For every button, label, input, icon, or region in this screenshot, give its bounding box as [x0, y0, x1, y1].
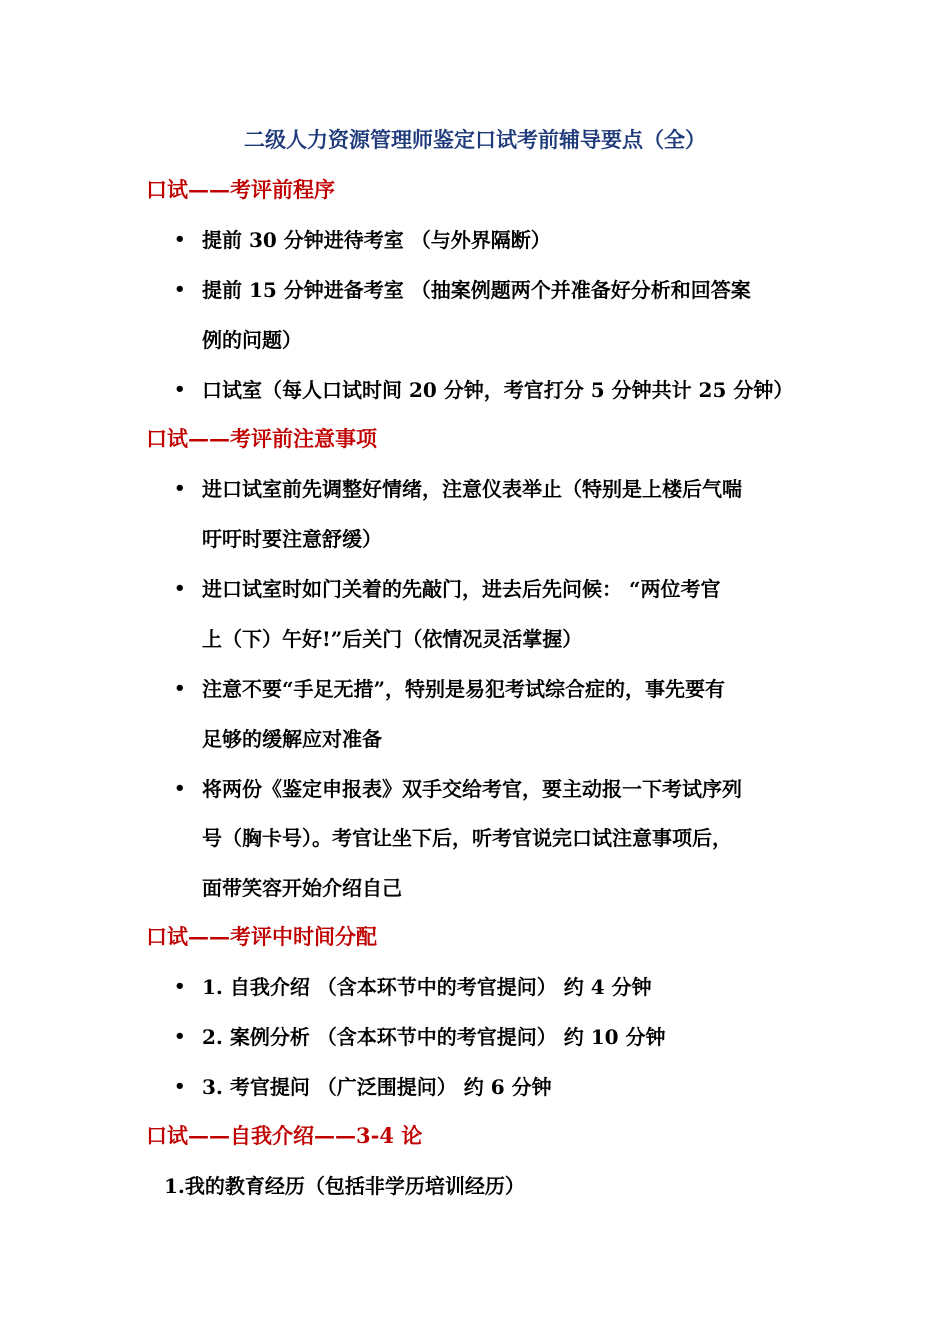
section-heading-precautions: 口试——考评前注意事项 — [146, 426, 377, 451]
bullet-icon: • — [174, 578, 186, 599]
list-item: 进口试室时如门关着的先敲门，进去后先问候： “两位考官 — [202, 577, 721, 601]
bullet-icon: • — [174, 229, 186, 250]
bullet-icon: • — [174, 678, 186, 699]
bullet-icon: • — [174, 379, 186, 400]
list-item: 进口试室前先调整好情绪，注意仪表举止（特别是上楼后气喘 — [202, 477, 742, 501]
list-item-continuation: 面带笑容开始介绍自己 — [202, 876, 402, 900]
list-item: 注意不要“手足无措”，特别是易犯考试综合症的，事先要有 — [202, 677, 726, 701]
bullet-icon: • — [174, 778, 186, 799]
list-item: 口试室（每人口试时间 20 分钟，考官打分 5 分钟共计 25 分钟） — [202, 378, 794, 402]
list-item-continuation: 足够的缓解应对准备 — [202, 727, 382, 751]
list-item: 3. 考官提问 （广泛围提问） 约 6 分钟 — [202, 1075, 552, 1099]
bullet-icon: • — [174, 1026, 186, 1047]
list-item: 提前 15 分钟进备考室 （抽案例题两个并准备好分析和回答案 — [202, 278, 751, 302]
bullet-icon: • — [174, 279, 186, 300]
bullet-icon: • — [174, 478, 186, 499]
numbered-item: 1.我的教育经历（包括非学历培训经历） — [164, 1174, 525, 1198]
list-item-continuation: 号（胸卡号）。考官让坐下后，听考官说完口试注意事项后， — [202, 826, 732, 850]
list-item-continuation: 例的问题） — [202, 328, 302, 352]
section-heading-self-intro: 口试——自我介绍——3-4 论 — [146, 1123, 423, 1148]
document-title: 二级人力资源管理师鉴定口试考前辅导要点（全） — [244, 127, 706, 152]
list-item-continuation: 吁吁时要注意舒缓） — [202, 527, 382, 551]
list-item: 将两份《鉴定申报表》双手交给考官，要主动报一下考试序列 — [202, 777, 742, 801]
list-item: 提前 30 分钟进待考室 （与外界隔断） — [202, 228, 551, 252]
bullet-icon: • — [174, 976, 186, 997]
section-heading-time-allocation: 口试——考评中时间分配 — [146, 924, 377, 949]
section-heading-procedure: 口试——考评前程序 — [146, 177, 335, 202]
list-item: 1. 自我介绍 （含本环节中的考官提问） 约 4 分钟 — [202, 975, 652, 999]
list-item-continuation: 上（下）午好!”后关门（依情况灵活掌握） — [202, 627, 583, 651]
bullet-icon: • — [174, 1076, 186, 1097]
list-item: 2. 案例分析 （含本环节中的考官提问） 约 10 分钟 — [202, 1025, 666, 1049]
